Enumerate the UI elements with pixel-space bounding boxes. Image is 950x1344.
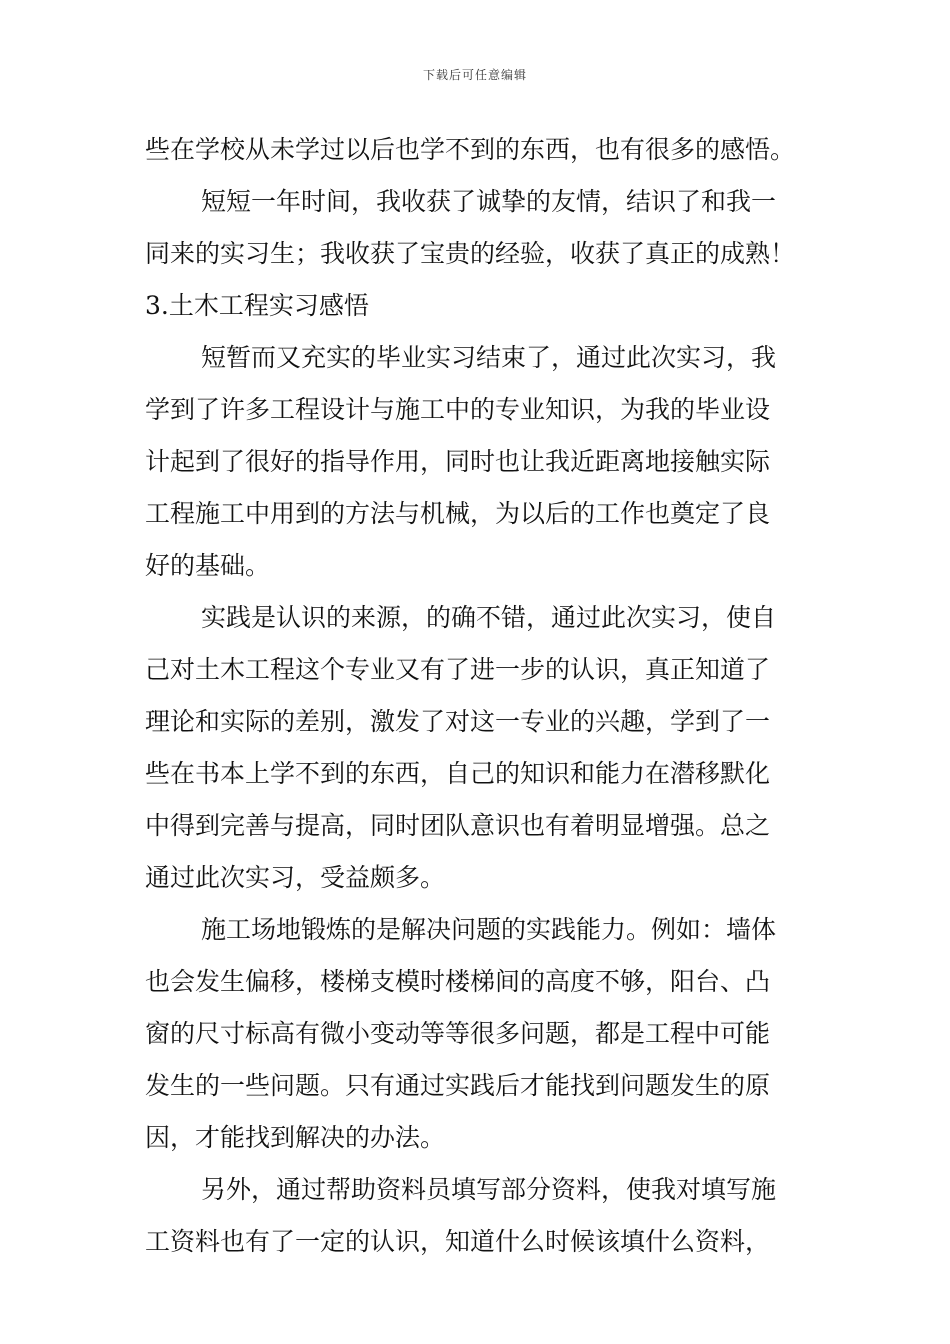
text-line: 工程施工中用到的方法与机械，为以后的工作也奠定了良 bbox=[145, 499, 771, 528]
page-header: 下载后可任意编辑 bbox=[422, 68, 527, 82]
section-heading: 3.土木工程实习感悟 bbox=[145, 291, 369, 320]
paragraph-start-line: 另外，通过帮助资料员填写部分资料，使我对填写施 bbox=[201, 1175, 777, 1204]
text-line: 同来的实习生；我收获了宝贵的经验，收获了真正的成熟！ bbox=[145, 239, 796, 268]
text-line: 好的基础。 bbox=[145, 551, 271, 580]
text-line: 发生的一些问题。只有通过实践后才能找到问题发生的原 bbox=[145, 1071, 771, 1100]
text-line: 些在书本上学不到的东西，自己的知识和能力在潜移默化 bbox=[145, 759, 771, 788]
text-line: 些在学校从未学过以后也学不到的东西，也有很多的感悟。 bbox=[145, 135, 796, 164]
text-line: 窗的尺寸标高有微小变动等等很多问题，都是工程中可能 bbox=[145, 1019, 771, 1048]
paragraph-start-line: 实践是认识的来源，的确不错，通过此次实习，使自 bbox=[201, 603, 777, 632]
paragraph-start-line: 短暂而又充实的毕业实习结束了，通过此次实习，我 bbox=[201, 343, 777, 372]
text-line: 理论和实际的差别，激发了对这一专业的兴趣，学到了一 bbox=[145, 707, 771, 736]
text-line: 通过此次实习，受益颇多。 bbox=[145, 863, 446, 892]
document-body bbox=[145, 124, 805, 1268]
text-line: 工资料也有了一定的认识，知道什么时候该填什么资料， bbox=[145, 1227, 771, 1256]
text-line: 己对土木工程这个专业又有了进一步的认识，真正知道了 bbox=[145, 655, 771, 684]
text-line: 也会发生偏移，楼梯支模时楼梯间的高度不够，阳台、凸 bbox=[145, 967, 771, 996]
text-line: 学到了许多工程设计与施工中的专业知识，为我的毕业设 bbox=[145, 395, 771, 424]
paragraph-start-line: 施工场地锻炼的是解决问题的实践能力。例如：墙体 bbox=[201, 915, 777, 944]
text-line: 因，才能找到解决的办法。 bbox=[145, 1123, 446, 1152]
text-line: 计起到了很好的指导作用，同时也让我近距离地接触实际 bbox=[145, 447, 771, 476]
paragraph-start-line: 短短一年时间，我收获了诚挚的友情，结识了和我一 bbox=[201, 187, 777, 216]
text-line: 中得到完善与提高，同时团队意识也有着明显增强。总之 bbox=[145, 811, 771, 840]
